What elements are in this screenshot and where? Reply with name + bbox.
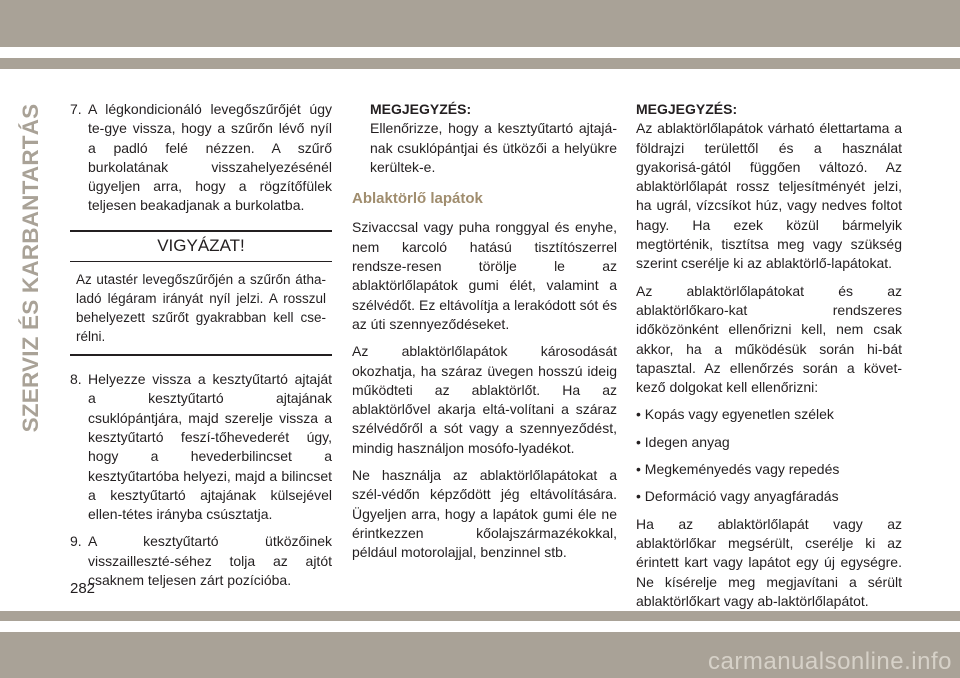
step-8 <box>70 370 332 524</box>
caution-box <box>70 230 332 356</box>
paragraph: Az ablaktörlőlapátok károsodását okozhatja, ha száraz üvegen hosszú ideig működteti az ablaktörlőt. Ha az ablaktörlővel akarja eltá-volítani a száraz szélvédőről a sót vagy a szennyeződést, mindig használjon mosófo-lyadékot. <box>352 343 617 456</box>
column-3 <box>636 100 902 619</box>
paragraph: Ha az ablaktörlőlapát vagy az ablaktörlőkar megsérült, cserélje ki az érintett kart vagy lapátot egy új egységre. Ne kísérelje meg megjavítani a sérült ablaktörlőkart vagy ab-laktörlőlapátot. <box>636 515 902 609</box>
note-text: Az ablaktörlőlapátok várható élettartama a földrajzi területtől és a használat gyakorisá-gától függően változó. Az ablaktörlőlapát rossz teljesítményét jelzi, ha ugrál, vízcsíkot húz, vagy nedves foltot hagy. Ha ezek közül bármelyik megtörténik, tisztítsa meg vagy szükség szerint cserélje ki az ablaktörlő-lapátokat. <box>636 120 902 272</box>
step-text: A légkondicionáló levegőszűrőjét úgy te-gye vissza, hogy a szűrőn lévő nyíl a padló felé nézzen. A szűrő burkolatának visszahelyezésénél ügyeljen arra, hogy a rögzítőfülek teljesen beakadjanak a burkolatba. <box>88 101 332 214</box>
footer-rule <box>0 611 960 621</box>
paragraph: Szivaccsal vagy puha ronggyal és enyhe, nem karcoló hatású tisztítószerrel rendsze-resen törölje le az ablaktörlőlapátok gumi élét, valamint a szélvédőt. Ez eltávolítja a lerakódott sót és az úti szennyeződéseket. <box>352 219 617 332</box>
step-number: 9. <box>70 533 82 550</box>
header-rule <box>0 58 960 69</box>
watermark-url: carmanualsonline.info <box>708 648 952 675</box>
caution-title: VIGYÁZAT! <box>70 232 332 262</box>
paragraph: Az ablaktörlőlapátokat és az ablaktörlőkaro-kat rendszeres időközönként ellenőrizni kell, nem csak akkor, ha a működésük során hi-bát tapasztal. Az ellenőrzés során a követ-kező dolgokat kell ellenőrizni: <box>636 282 902 396</box>
paragraph: Ne használja az ablaktörlőlapátokat a szél-védőn képződött jég eltávolítására. Ügyeljen arra, hogy a lapátok gumi éle ne érintkezzen kőolajszármazékokkal, például motorolajjal, benzinnel stb. <box>352 467 617 561</box>
note-heading: MEGJEGYZÉS: <box>636 101 738 117</box>
section-side-title: SZERVIZ ÉS KARBANTARTÁS <box>18 103 43 433</box>
bullet-item: • Kopás vagy egyenetlen szélek <box>636 406 834 423</box>
step-text: A kesztyűtartó ütközőinek visszailleszté-séhez tolja az ajtót csaknem teljesen zárt pozícióba. <box>88 533 332 589</box>
step-9 <box>70 532 332 590</box>
bullet-item: • Megkeményedés vagy repedés <box>636 461 840 478</box>
bullet-item: • Idegen anyag <box>636 433 730 450</box>
page-number: 282 <box>70 580 96 597</box>
caution-text: Az utastér levegőszűrőjén a szűrőn átha-ladó légáram irányát nyíl jelzi. A rosszul behelyezett szűrőt gyakrabban kell cse-rélni. <box>76 272 326 345</box>
header-band <box>0 0 960 47</box>
step-text: Helyezze vissza a kesztyűtartó ajtaját a kesztyűtartó ajtajának csuklópántjára, majd szerelje vissza a kesztyűtartó feszí-tőhevederét úgy, hogy a hevederbilincset a kesztyűtartóba helyezi, majd a bilincset a kesztyűtartó ajtajának külsejével ellen-tétes irányba csúsztatja. <box>88 371 332 523</box>
note-text: Ellenőrizze, hogy a kesztyűtartó ajtajá-nak csuklópántjai és ütközői a helyükre kerültek-e. <box>370 120 617 175</box>
section-heading: Ablaktörlő lapátok <box>352 190 483 208</box>
note-heading: MEGJEGYZÉS: <box>370 101 472 117</box>
column-2 <box>352 100 617 571</box>
step-number: 8. <box>70 371 82 388</box>
column-1 <box>70 100 332 598</box>
step-number: 7. <box>70 101 82 117</box>
step-7 <box>70 100 332 216</box>
bullet-item: • Deformáció vagy anyagfáradás <box>636 488 839 505</box>
